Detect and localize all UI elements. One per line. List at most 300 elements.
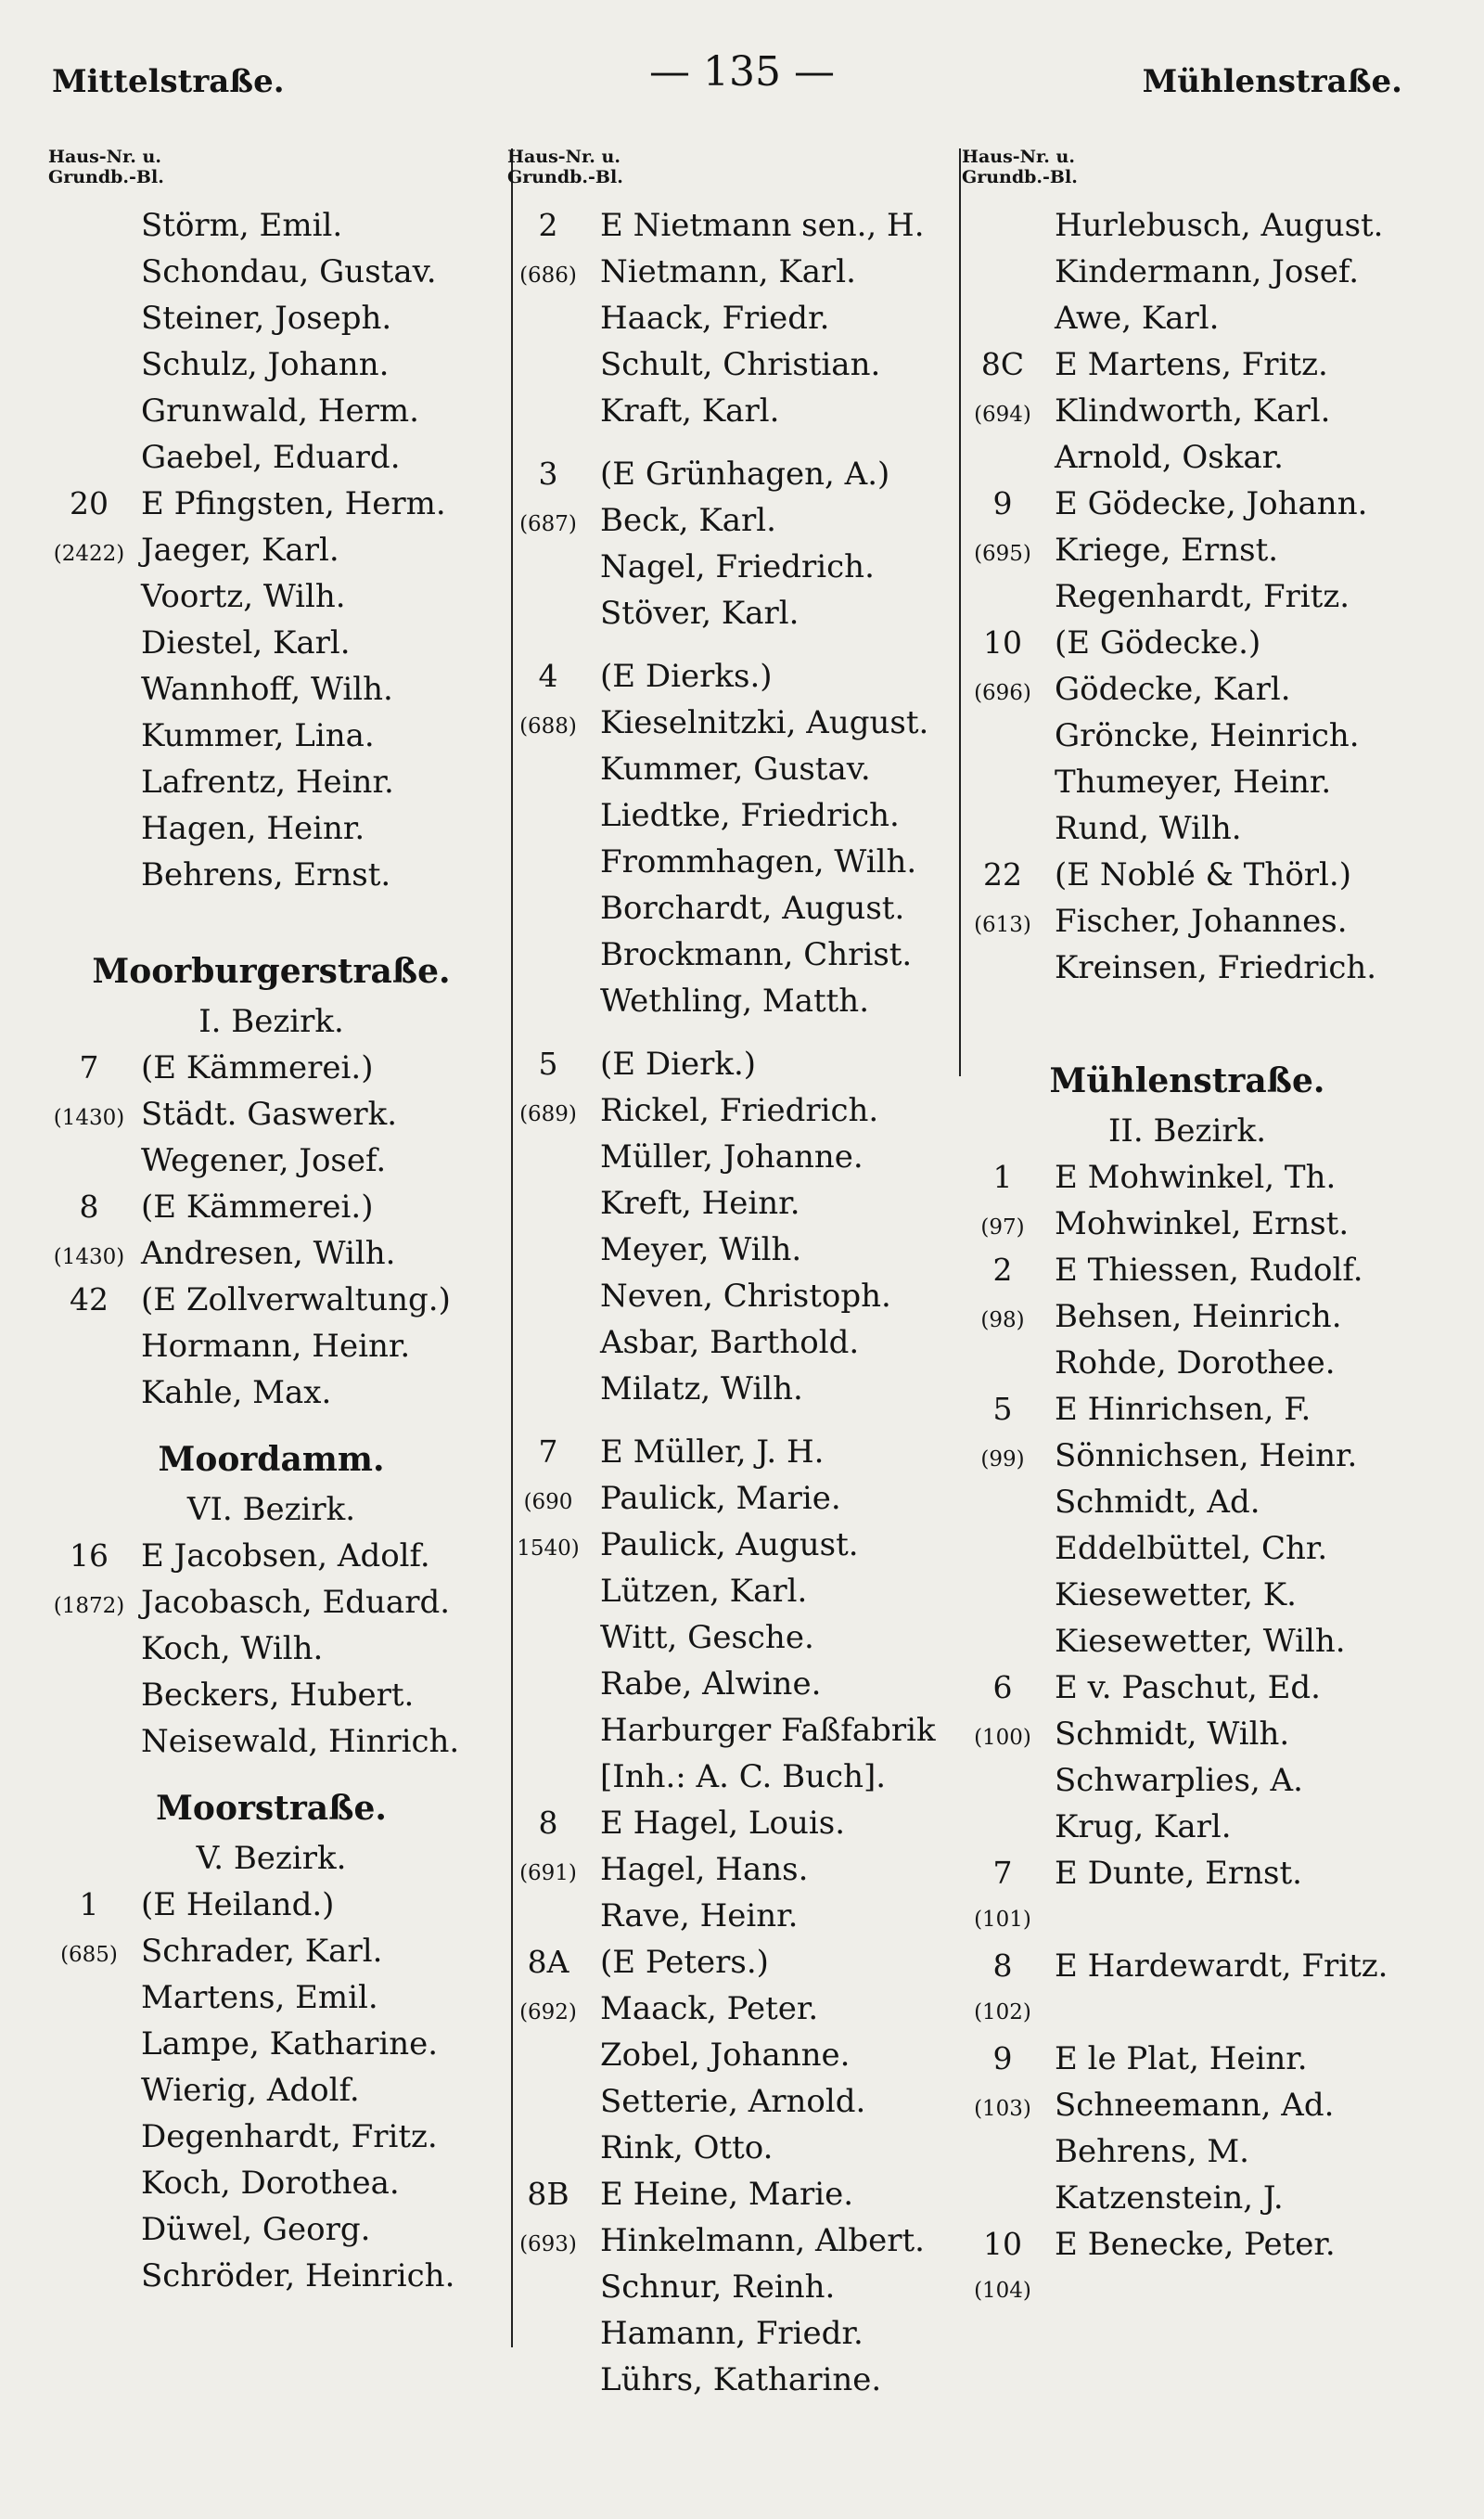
resident-name: Schulz, Johann. [141, 346, 390, 383]
resident-name: Regenhardt, Fritz. [1055, 578, 1350, 615]
resident-name: Nietmann, Karl. [600, 253, 856, 290]
directory-entry [37, 805, 505, 852]
directory-entry [37, 341, 505, 388]
column-header-line: Grundb.-Bl. [962, 167, 1078, 187]
resident-name: Nagel, Friedrich. [600, 548, 875, 585]
house-number: 2 [992, 1252, 1013, 1288]
house-number: (693) [519, 2232, 577, 2256]
directory-entry [496, 1273, 960, 1319]
district-heading [37, 998, 505, 1045]
house-number: 6 [992, 1669, 1013, 1705]
directory-entry [951, 2221, 1424, 2268]
directory-entry [37, 481, 505, 527]
house-number: (692) [519, 2000, 577, 2024]
resident-name: (E Kämmerei.) [141, 1049, 374, 1086]
directory-entry [951, 713, 1424, 759]
resident-name: Rund, Wilh. [1055, 810, 1242, 847]
house-number: 1 [79, 1886, 99, 1922]
directory-entry [951, 202, 1424, 249]
resident-name: Schneemann, Ad. [1055, 2087, 1335, 2124]
resident-name: Schondau, Gustav. [141, 253, 437, 290]
directory-entry [496, 497, 960, 544]
resident-name: Awe, Karl. [1055, 300, 1220, 337]
directory-entry [951, 1618, 1424, 1664]
directory-entry [37, 1323, 505, 1369]
resident-name: Neven, Christoph. [600, 1278, 891, 1315]
resident-name: Gödecke, Karl. [1055, 671, 1291, 708]
resident-name: Kraft, Karl. [600, 392, 780, 430]
directory-entry [951, 573, 1424, 620]
resident-name: Kummer, Gustav. [600, 751, 871, 788]
resident-name: Mohwinkel, Ernst. [1055, 1205, 1350, 1242]
district-label: I. Bezirk. [198, 1003, 344, 1040]
directory-entry [951, 1896, 1424, 1943]
resident-name: Hagel, Hans. [600, 1851, 809, 1888]
resident-name: Thumeyer, Heinr. [1055, 764, 1332, 801]
resident-name: Jacobasch, Eduard. [141, 1584, 451, 1621]
running-head-left: Mittelstraße. [52, 63, 285, 100]
house-number: (694) [974, 403, 1031, 427]
resident-name: Kreinsen, Friedrich. [1055, 949, 1377, 986]
house-number: 2 [538, 207, 558, 243]
directory-entry [951, 388, 1424, 434]
directory-entry [496, 746, 960, 792]
resident-name: Arnold, Oskar. [1055, 439, 1284, 476]
resident-name: Schnur, Reinh. [600, 2268, 836, 2306]
house-number: 8 [538, 1805, 558, 1841]
resident-name: Katzenstein, J. [1055, 2179, 1284, 2217]
directory-entry [496, 1800, 960, 1846]
directory-entry [496, 1661, 960, 1707]
directory-entry [496, 932, 960, 978]
resident-name: Steiner, Joseph. [141, 300, 392, 337]
directory-entry [496, 839, 960, 885]
resident-name: Kummer, Lina. [141, 717, 375, 754]
directory-entry [37, 1045, 505, 1091]
running-head-right: Mühlenstraße. [1142, 63, 1402, 100]
directory-entry [951, 295, 1424, 341]
directory-entry [951, 805, 1424, 852]
directory-entry [37, 388, 505, 434]
directory-entry [37, 2021, 505, 2067]
resident-name: Düwel, Georg. [141, 2211, 371, 2248]
directory-entry [496, 2217, 960, 2264]
resident-name: Paulick, Marie. [600, 1480, 841, 1517]
resident-name: Klindworth, Karl. [1055, 392, 1331, 430]
resident-name: Schrader, Karl. [141, 1933, 383, 1970]
directory-entry [37, 1533, 505, 1579]
directory-entry [37, 249, 505, 295]
resident-name: Krug, Karl. [1055, 1808, 1232, 1845]
column-header-line: Haus-Nr. u. [48, 147, 161, 167]
directory-entry [951, 1154, 1424, 1201]
resident-name: Schult, Christian. [600, 346, 881, 383]
resident-name: Milatz, Wilh. [600, 1370, 803, 1407]
resident-name: Lafrentz, Heinr. [141, 764, 394, 801]
resident-name: E Hinrichsen, F. [1055, 1391, 1311, 1428]
directory-entry [37, 1626, 505, 1672]
directory-entry [37, 1579, 505, 1626]
resident-name: (E Dierks.) [600, 658, 773, 695]
house-number: (100) [974, 1726, 1031, 1750]
directory-entry [496, 590, 960, 636]
resident-name: Beckers, Hubert. [141, 1677, 415, 1714]
resident-name: Schwarplies, A. [1055, 1762, 1303, 1799]
directory-entry [37, 759, 505, 805]
district-label: V. Bezirk. [196, 1840, 347, 1877]
resident-name: Haack, Friedr. [600, 300, 830, 337]
resident-name: Wannhoff, Wilh. [141, 671, 393, 708]
house-number: (97) [980, 1215, 1025, 1240]
directory-entry [496, 653, 960, 700]
resident-name: Koch, Dorothea. [141, 2165, 400, 2202]
street-heading [951, 1054, 1424, 1108]
resident-name: Schröder, Heinrich. [141, 2257, 455, 2294]
street-name: Moorburgerstraße. [92, 952, 451, 991]
directory-entry [37, 2160, 505, 2206]
directory-entry [951, 434, 1424, 481]
house-number: (696) [974, 681, 1031, 705]
house-number: 3 [538, 456, 558, 492]
resident-name: Kiesewetter, K. [1055, 1576, 1297, 1613]
directory-entry [496, 1614, 960, 1661]
directory-entry [951, 1664, 1424, 1711]
resident-name: Rave, Heinr. [600, 1897, 799, 1934]
directory-entry [496, 341, 960, 388]
resident-name: Rink, Otto. [600, 2129, 774, 2166]
directory-entry [37, 2206, 505, 2253]
house-number: 5 [538, 1046, 558, 1082]
directory-entry [496, 295, 960, 341]
directory-entry [496, 249, 960, 295]
directory-entry [951, 527, 1424, 573]
house-number: 42 [70, 1281, 109, 1317]
resident-name: Frommhagen, Wilh. [600, 843, 917, 880]
district-label: II. Bezirk. [1107, 1112, 1267, 1150]
directory-entry [496, 1319, 960, 1366]
house-number: 7 [79, 1049, 99, 1086]
house-number: 1 [992, 1159, 1013, 1195]
directory-entry [496, 885, 960, 932]
house-number: 4 [538, 658, 558, 694]
directory-entry [37, 2114, 505, 2160]
resident-name: Rohde, Dorothee. [1055, 1344, 1336, 1382]
column-header-line: Haus-Nr. u. [962, 147, 1075, 167]
directory-entry [37, 1137, 505, 1184]
directory-column [951, 148, 1424, 2314]
resident-name: Schmidt, Wilh. [1055, 1716, 1290, 1753]
directory-entry [37, 527, 505, 573]
resident-name: E Thiessen, Rudolf. [1055, 1252, 1363, 1289]
directory-entry [496, 1568, 960, 1614]
directory-entry [496, 1041, 960, 1087]
resident-name: E Gödecke, Johann. [1055, 485, 1368, 522]
directory-entry [37, 1230, 505, 1277]
resident-name: E v. Paschut, Ed. [1055, 1669, 1321, 1706]
directory-entry [951, 2175, 1424, 2221]
house-number: 22 [983, 856, 1022, 893]
resident-name: E Pfingsten, Herm. [141, 485, 446, 522]
resident-name: Neisewald, Hinrich. [141, 1723, 460, 1760]
resident-name: Städt. Gaswerk. [141, 1096, 398, 1133]
directory-entry [496, 1180, 960, 1227]
directory-entry [951, 1433, 1424, 1479]
directory-entry [496, 2032, 960, 2078]
resident-name: Andresen, Wilh. [141, 1235, 396, 1272]
directory-entry [496, 2171, 960, 2217]
resident-name: Koch, Wilh. [141, 1630, 324, 1667]
column-header [962, 148, 1424, 202]
resident-name: E Müller, J. H. [600, 1433, 825, 1471]
resident-name: E Nietmann sen., H. [600, 207, 925, 244]
resident-name: (E Grünhagen, A.) [600, 456, 890, 493]
resident-name: Eddelbüttel, Chr. [1055, 1530, 1328, 1567]
resident-name: Kindermann, Josef. [1055, 253, 1360, 290]
resident-name: E Hardewardt, Fritz. [1055, 1947, 1388, 1985]
house-number: 10 [983, 624, 1022, 661]
directory-entry [951, 1525, 1424, 1572]
resident-name: (E Zollverwaltung.) [141, 1281, 451, 1318]
directory-entry [496, 1754, 960, 1800]
directory-entry [951, 898, 1424, 945]
directory-entry [496, 700, 960, 746]
directory-entry [496, 978, 960, 1024]
house-number: 8 [79, 1189, 99, 1225]
directory-entry [496, 2264, 960, 2310]
resident-name: Hinkelmann, Albert. [600, 2222, 925, 2259]
directory-entry [496, 2125, 960, 2171]
resident-name: Störm, Emil. [141, 207, 343, 244]
house-number: 16 [70, 1537, 109, 1574]
house-number: (687) [519, 512, 577, 536]
resident-name: Grunwald, Herm. [141, 392, 419, 430]
house-number: (690 [523, 1490, 573, 1514]
resident-name: Borchardt, August. [600, 890, 905, 927]
directory-entry [951, 1989, 1424, 2036]
directory-entry [951, 759, 1424, 805]
resident-name: Diestel, Karl. [141, 624, 351, 662]
house-number: 7 [538, 1433, 558, 1470]
street-heading [37, 1433, 505, 1486]
directory-entry [496, 2357, 960, 2403]
directory-entry [496, 1707, 960, 1754]
resident-name: Kahle, Max. [141, 1374, 332, 1411]
directory-entry [496, 2078, 960, 2125]
directory-entry [951, 1804, 1424, 1850]
directory-entry [37, 1974, 505, 2021]
resident-name: (E Noblé & Thörl.) [1055, 856, 1351, 893]
directory-entry [496, 792, 960, 839]
house-number: 20 [70, 485, 109, 521]
house-number: 8B [527, 2176, 569, 2212]
directory-entry [951, 481, 1424, 527]
directory-entry [951, 2036, 1424, 2082]
resident-name: Jaeger, Karl. [141, 532, 339, 569]
directory-entry [951, 2082, 1424, 2128]
resident-name: Behrens, Ernst. [141, 856, 391, 893]
directory-entry [496, 1986, 960, 2032]
directory-entry [951, 620, 1424, 666]
district-label: VI. Bezirk. [186, 1491, 356, 1528]
directory-entry [496, 1134, 960, 1180]
resident-name: E Hagel, Louis. [600, 1805, 845, 1842]
directory-entry [37, 713, 505, 759]
directory-entry [496, 451, 960, 497]
directory-entry [951, 945, 1424, 991]
resident-name: E Martens, Fritz. [1055, 346, 1328, 383]
resident-name: E Mohwinkel, Th. [1055, 1159, 1337, 1196]
district-heading [37, 1835, 505, 1882]
resident-name: Martens, Emil. [141, 1979, 378, 2016]
directory-entry [37, 1882, 505, 1928]
directory-entry [496, 544, 960, 590]
street-name: Mühlenstraße. [1049, 1061, 1325, 1100]
resident-name: Kreft, Heinr. [600, 1185, 800, 1222]
house-number: 8 [992, 1947, 1013, 1984]
street-heading [37, 1781, 505, 1835]
directory-entry [496, 1087, 960, 1134]
directory-entry [496, 1846, 960, 1893]
directory-entry [37, 1718, 505, 1765]
page-number: — 135 — [649, 48, 835, 96]
street-heading [37, 945, 505, 998]
resident-name: Beck, Karl. [600, 502, 776, 539]
resident-name: Gaebel, Eduard. [141, 439, 401, 476]
directory-entry [37, 666, 505, 713]
resident-name: Müller, Johanne. [600, 1138, 864, 1176]
resident-name: E Jacobsen, Adolf. [141, 1537, 430, 1574]
resident-name: Wegener, Josef. [141, 1142, 387, 1179]
directory-entry [496, 1522, 960, 1568]
directory-entry [37, 2067, 505, 2114]
directory-entry [496, 1227, 960, 1273]
column-header-line: Haus-Nr. u. [507, 147, 620, 167]
house-number: (1872) [53, 1594, 125, 1618]
column-header [48, 148, 505, 202]
resident-name: Hormann, Heinr. [141, 1328, 411, 1365]
directory-entry [37, 202, 505, 249]
column-header [507, 148, 960, 202]
directory-entry [496, 1429, 960, 1475]
street-name: Moordamm. [158, 1440, 385, 1479]
resident-name: Wierig, Adolf. [141, 2072, 360, 2109]
resident-name: Kriege, Ernst. [1055, 532, 1279, 569]
resident-name: Stöver, Karl. [600, 595, 800, 632]
directory-entry [951, 341, 1424, 388]
resident-name: Fischer, Johannes. [1055, 903, 1348, 940]
resident-name: Behsen, Heinrich. [1055, 1298, 1342, 1335]
resident-name: Gröncke, Heinrich. [1055, 717, 1360, 754]
directory-entry [37, 1672, 505, 1718]
column-header-line: Grundb.-Bl. [48, 167, 164, 187]
resident-name: Lampe, Katharine. [141, 2025, 439, 2063]
resident-name: Hamann, Friedr. [600, 2315, 864, 2352]
directory-entry [496, 202, 960, 249]
resident-name: Witt, Gesche. [600, 1619, 814, 1656]
resident-name: (E Peters.) [600, 1944, 769, 1981]
resident-name: [Inh.: A. C. Buch]. [600, 1758, 887, 1795]
resident-name: Behrens, M. [1055, 2133, 1249, 2170]
house-number: (99) [980, 1447, 1025, 1472]
resident-name: (E Dierk.) [600, 1046, 757, 1083]
resident-name: Meyer, Wilh. [600, 1231, 802, 1268]
directory-entry [37, 1928, 505, 1974]
resident-name: E Dunte, Ernst. [1055, 1855, 1302, 1892]
directory-column [37, 148, 505, 2299]
directory-entry [496, 1366, 960, 1412]
resident-name: Harburger Faßfabrik [600, 1712, 936, 1749]
house-number: (689) [519, 1102, 577, 1126]
resident-name: E le Plat, Heinr. [1055, 2040, 1308, 2077]
house-number: 8C [980, 346, 1025, 382]
directory-entry [951, 1386, 1424, 1433]
house-number: (1430) [53, 1106, 125, 1130]
house-number: (104) [974, 2279, 1031, 2303]
house-number: (695) [974, 542, 1031, 566]
house-number: (98) [980, 1308, 1025, 1332]
resident-name: Brockmann, Christ. [600, 936, 913, 973]
resident-name: Sönnichsen, Heinr. [1055, 1437, 1358, 1474]
resident-name: Rickel, Friedrich. [600, 1092, 879, 1129]
directory-entry [951, 666, 1424, 713]
directory-entry [37, 573, 505, 620]
resident-name: E Heine, Marie. [600, 2176, 854, 2213]
district-heading [37, 1486, 505, 1533]
house-number: 7 [992, 1855, 1013, 1891]
resident-name: Asbar, Barthold. [600, 1324, 860, 1361]
house-number: (685) [60, 1943, 118, 1967]
directory-entry [951, 1293, 1424, 1340]
resident-name: (E Heiland.) [141, 1886, 335, 1923]
directory-entry [951, 1711, 1424, 1757]
house-number: (103) [974, 2097, 1031, 2121]
house-number: 5 [992, 1391, 1013, 1427]
resident-name: (E Kämmerei.) [141, 1189, 374, 1226]
house-number: (686) [519, 263, 577, 288]
resident-name: Liedtke, Friedrich. [600, 797, 900, 834]
resident-name: (E Gödecke.) [1055, 624, 1261, 662]
directory-entry [951, 249, 1424, 295]
directory-entry [951, 1201, 1424, 1247]
column-header-line: Grundb.-Bl. [507, 167, 623, 187]
directory-entry [37, 1369, 505, 1416]
resident-name: Hagen, Heinr. [141, 810, 365, 847]
house-number: (102) [974, 2000, 1031, 2024]
resident-name: Wethling, Matth. [600, 983, 869, 1020]
resident-name: Kiesewetter, Wilh. [1055, 1623, 1346, 1660]
directory-entry [496, 1893, 960, 1939]
directory-entry [37, 2253, 505, 2299]
house-number: (1430) [53, 1245, 125, 1269]
directory-entry [37, 852, 505, 898]
resident-name: Voortz, Wilh. [141, 578, 346, 615]
house-number: 1540) [517, 1536, 580, 1561]
directory-entry [37, 434, 505, 481]
directory-entry [951, 1943, 1424, 1989]
house-number: 9 [992, 485, 1013, 521]
directory-entry [37, 1277, 505, 1323]
resident-name: Maack, Peter. [600, 1990, 819, 2027]
directory-entry [951, 1572, 1424, 1618]
house-number: (2422) [53, 542, 125, 566]
resident-name: Lützen, Karl. [600, 1573, 808, 1610]
directory-entry [496, 2310, 960, 2357]
directory-entry [496, 1939, 960, 1986]
resident-name: Degenhardt, Fritz. [141, 2118, 438, 2155]
directory-entry [951, 1850, 1424, 1896]
house-number: 9 [992, 2040, 1013, 2076]
resident-name: Paulick, August. [600, 1526, 859, 1563]
